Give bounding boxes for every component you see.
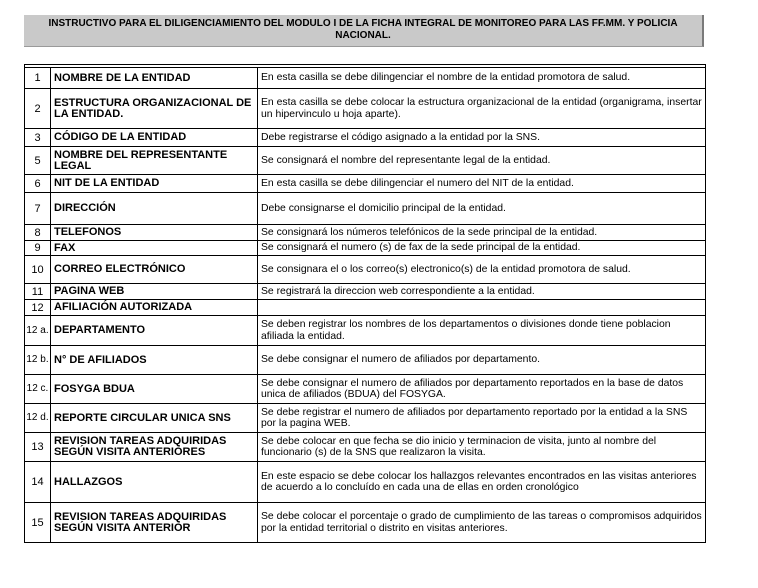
field-name: NIT DE LA ENTIDAD	[51, 175, 258, 193]
table-row	[25, 147, 706, 175]
field-name: REPORTE CIRCULAR UNICA SNS	[51, 404, 258, 433]
table-row	[25, 404, 706, 433]
field-name: REVISION TAREAS ADQUIRIDAS SEGÚN VISITA ANTERIORES	[51, 433, 258, 462]
field-description: En esta casilla se debe dilingenciar el numero del NIT de la entidad.	[258, 175, 706, 193]
table-row	[25, 225, 706, 241]
field-description: Se debe colocar en que fecha se dio inicio y terminacion de visita, junto al nombre del funcionario (s) de la SNS que realizaron la visita.	[258, 433, 706, 462]
field-description: Se debe consignar el numero de afiliados por departamento reportados en la base de datos unica de afiliados (BDUA) del FOSYGA.	[258, 375, 706, 404]
field-description: Se registrará la direccion web correspondiente a la entidad.	[258, 284, 706, 300]
field-name: FAX	[51, 241, 258, 256]
table-row	[25, 175, 706, 193]
field-description: Se debe colocar el porcentaje o grado de cumplimiento de las tareas o compromisos adquiridos por la entidad territorial o distrito en visitas anteriores.	[258, 503, 706, 543]
field-description: Se deben registrar los nombres de los departamentos o divisiones donde tiene poblacion afiliada la entidad.	[258, 316, 706, 346]
instructions-table	[24, 64, 706, 543]
field-name: DIRECCIÓN	[51, 193, 258, 225]
field-description: Debe registrarse el código asignado a la entidad por la SNS.	[258, 129, 706, 147]
field-description: Se debe registrar el numero de afiliados por departamento reportado por la entidad a la SNS por la pagina WEB.	[258, 404, 706, 433]
row-number: 1	[25, 68, 51, 89]
row-number: 5	[25, 147, 51, 175]
field-description: Debe consignarse el domicilio principal de la entidad.	[258, 193, 706, 225]
table-row	[25, 68, 706, 89]
table-row	[25, 256, 706, 284]
field-description	[258, 300, 706, 316]
document-title-bar	[24, 15, 704, 47]
field-description: En este espacio se debe colocar los hallazgos relevantes encontrados en las visitas anteriores de acuerdo a lo concluído en cada una de ellas en orden cronológico	[258, 462, 706, 503]
field-description: Se consignara el o los correo(s) electronico(s) de la entidad promotora de salud.	[258, 256, 706, 284]
table-row	[25, 129, 706, 147]
field-description: Se consignará los números telefónicos de la sede principal de la entidad.	[258, 225, 706, 241]
table-row	[25, 241, 706, 256]
table-row	[25, 375, 706, 404]
row-number: 13	[25, 433, 51, 462]
field-description: En esta casilla se debe dilingenciar el nombre de la entidad promotora de salud.	[258, 68, 706, 89]
field-name: DEPARTAMENTO	[51, 316, 258, 346]
table-row	[25, 433, 706, 462]
field-name: AFILIACIÓN AUTORIZADA	[51, 300, 258, 316]
table-row	[25, 346, 706, 375]
field-name: PAGINA WEB	[51, 284, 258, 300]
row-number: 11	[25, 284, 51, 300]
row-number: 12 a.	[25, 316, 51, 346]
table-row	[25, 316, 706, 346]
field-name: CÓDIGO DE LA ENTIDAD	[51, 129, 258, 147]
field-name: CORREO ELECTRÓNICO	[51, 256, 258, 284]
row-number: 12	[25, 300, 51, 316]
field-description: Se debe consignar el numero de afiliados por departamento.	[258, 346, 706, 375]
row-number: 12 c.	[25, 375, 51, 404]
row-number: 8	[25, 225, 51, 241]
row-number: 14	[25, 462, 51, 503]
table-row	[25, 462, 706, 503]
field-description: En esta casilla se debe colocar la estructura organizacional de la entidad (organigrama, insertar un hipervinculo u hoja aparte).	[258, 89, 706, 129]
table-row	[25, 503, 706, 543]
table-row	[25, 89, 706, 129]
table-row	[25, 193, 706, 225]
field-description: Se consignará el nombre del representante legal de la entidad.	[258, 147, 706, 175]
row-number: 10	[25, 256, 51, 284]
table-row	[25, 300, 706, 316]
field-name: NOMBRE DEL REPRESENTANTE LEGAL	[51, 147, 258, 175]
field-name: NOMBRE DE LA ENTIDAD	[51, 68, 258, 89]
field-name: HALLAZGOS	[51, 462, 258, 503]
row-number: 15	[25, 503, 51, 543]
row-number: 12 d.	[25, 404, 51, 433]
row-number: 6	[25, 175, 51, 193]
row-number: 7	[25, 193, 51, 225]
document-title: INSTRUCTIVO PARA EL DILIGENCIAMIENTO DEL MODULO I DE LA FICHA INTEGRAL DE MONITOREO PARA LAS FF.MM. Y POLICIA NACIONAL.	[48, 18, 678, 41]
row-number: 3	[25, 129, 51, 147]
field-name: N° DE AFILIADOS	[51, 346, 258, 375]
field-name: REVISION TAREAS ADQUIRIDAS SEGÚN VISITA ANTERIOR	[51, 503, 258, 543]
field-description: Se consignará el numero (s) de fax de la sede principal de la entidad.	[258, 241, 706, 256]
row-number: 12 b.	[25, 346, 51, 375]
table-row	[25, 284, 706, 300]
field-name: TELEFONOS	[51, 225, 258, 241]
field-name: FOSYGA BDUA	[51, 375, 258, 404]
field-name: ESTRUCTURA ORGANIZACIONAL DE LA ENTIDAD.	[51, 89, 258, 129]
row-number: 9	[25, 241, 51, 256]
row-number: 2	[25, 89, 51, 129]
